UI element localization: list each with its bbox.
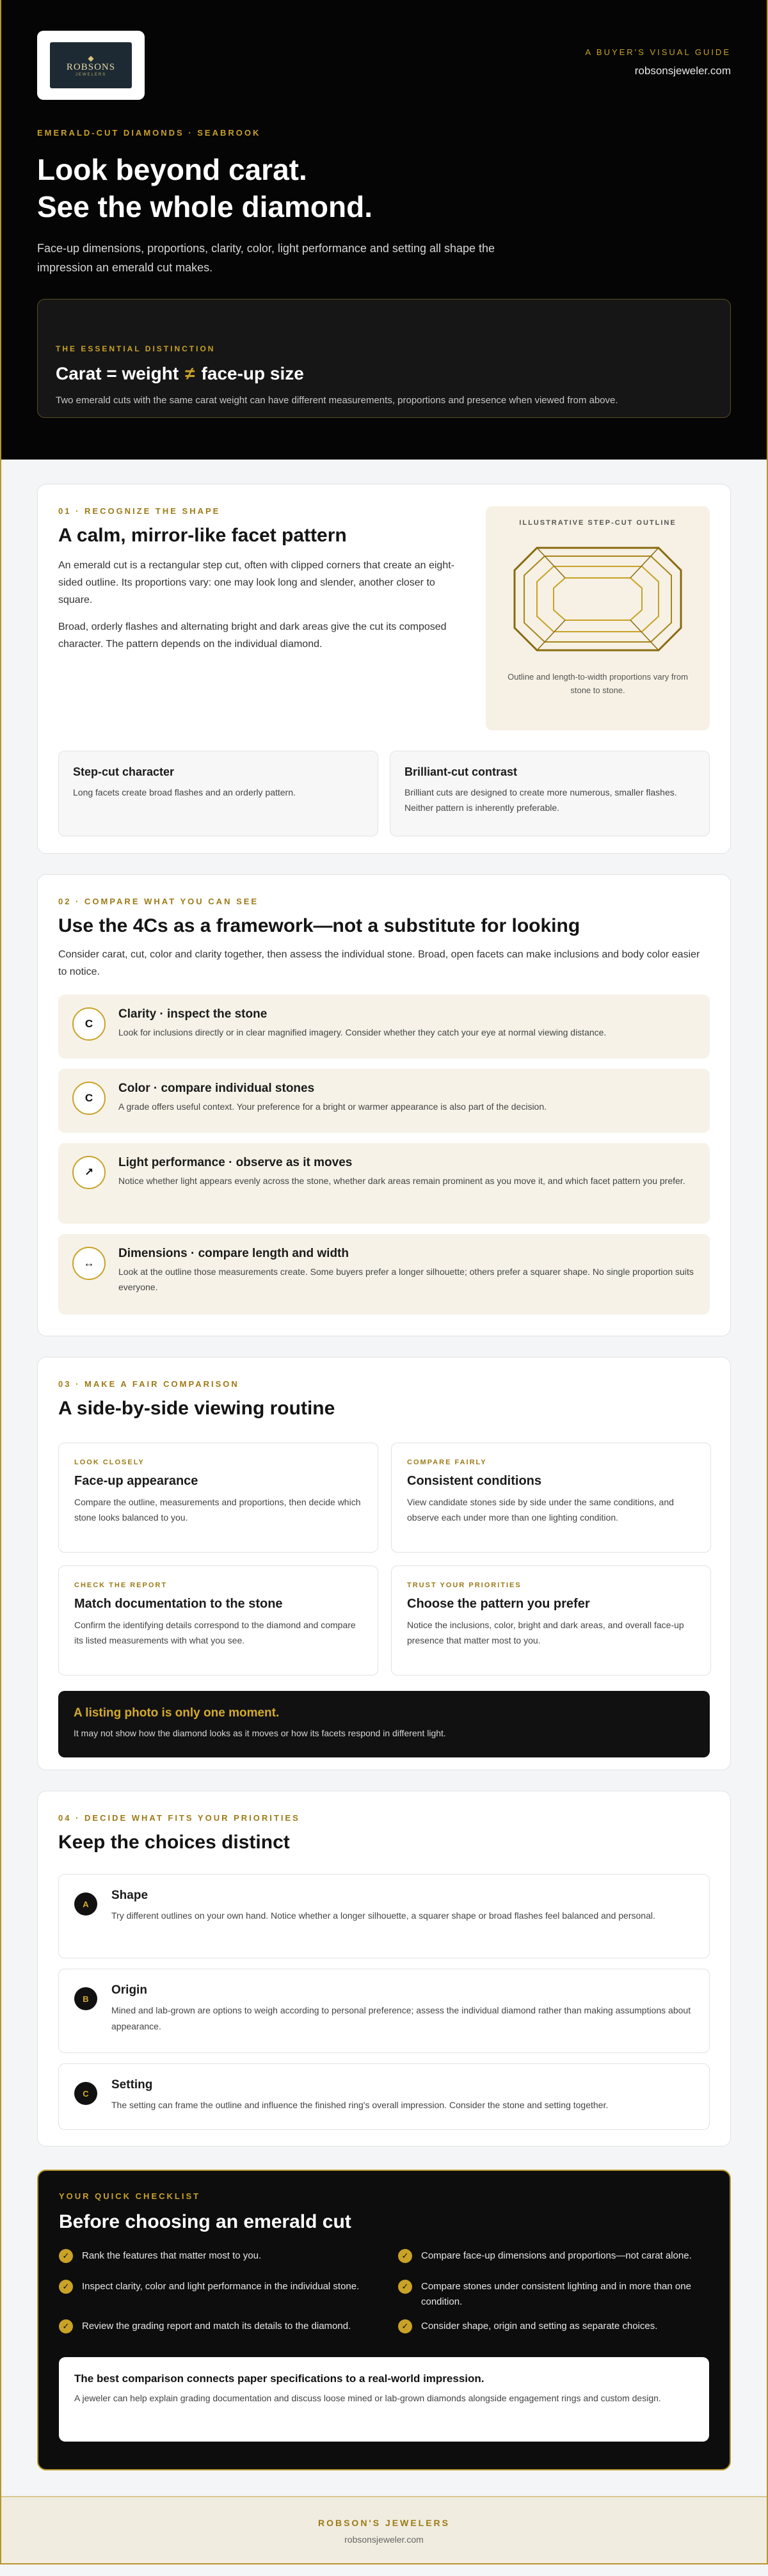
checklist-text: Inspect clarity, color and light performance in the individual stone. <box>82 2281 360 2292</box>
section-priorities <box>37 1791 731 2147</box>
distinction-card <box>37 299 731 418</box>
card-kicker: TRUST YOUR PRIORITIES <box>407 1581 522 1589</box>
checklist-text: Compare stones under consistent lighting and in more than one condition. <box>421 2281 691 2307</box>
hero-top <box>37 31 731 100</box>
s3-title: A side-by-side viewing routine <box>58 1398 335 1419</box>
distinction-eyebrow: THE ESSENTIAL DISTINCTION <box>56 344 216 354</box>
letter-badge: C <box>74 2082 97 2105</box>
footer-brand: ROBSON'S JEWELERS <box>317 2518 451 2528</box>
card-text: View candidate stones side by side under the same conditions, and observe each under more than one lighting condition. <box>407 1497 674 1523</box>
s1-cards <box>58 751 710 836</box>
card-brilliant-cut <box>390 751 710 836</box>
s2-intro: Consider carat, cut, color and clarity together, then assess the individual stone. Broad, open facets can make inclusions and body color easier to notice. <box>58 949 700 978</box>
note-text: It may not show how the diamond looks as it moves or how its facets respond in different light. <box>74 1728 446 1738</box>
checklist-item <box>398 2279 724 2310</box>
priority-shape <box>58 1874 710 1958</box>
card-text: Compare the outline, measurements and proportions, then decide which stone looks balanced to you. <box>74 1497 361 1523</box>
card-text: Long facets create broad flashes and an orderly pattern. <box>73 787 296 797</box>
item-dimensions <box>58 1234 710 1315</box>
guide-kicker: A BUYER'S VISUAL GUIDE <box>585 47 731 57</box>
section-compare-4cs <box>37 874 731 1336</box>
letter-badge: A <box>74 1892 97 1916</box>
hero <box>1 0 767 460</box>
s4-eyebrow: 04 · DECIDE WHAT FITS YOUR PRIORITIES <box>58 1813 300 1823</box>
logo-sub: JEWELERS <box>75 72 107 77</box>
item-text <box>118 1247 696 1302</box>
item-title: Clarity · inspect the stone <box>118 1007 268 1021</box>
title-line-2: See the whole diamond. <box>37 189 372 223</box>
checklist-item <box>59 2279 385 2310</box>
priority-text <box>111 1889 655 1944</box>
four-cs-list <box>58 995 710 1315</box>
card-title: Consistent conditions <box>407 1474 541 1488</box>
item-title: Dimensions · compare length and width <box>118 1247 349 1261</box>
item-color <box>58 1069 710 1133</box>
logo-word: ROBSONS <box>66 61 116 72</box>
priority-title: Shape <box>111 1889 148 1902</box>
item-text <box>118 1082 547 1120</box>
card-kicker: LOOK CLOSELY <box>74 1459 145 1466</box>
card-text: Notice the inclusions, color, bright and dark areas, and overall face-up presence that matter most to you. <box>407 1620 684 1645</box>
distinction-right: face-up size <box>201 364 304 384</box>
checklist-item <box>59 2248 385 2270</box>
clarity-icon: C <box>72 1007 106 1041</box>
priority-title: Origin <box>111 1983 147 1997</box>
s1-eyebrow: 01 · RECOGNIZE THE SHAPE <box>58 506 221 516</box>
checklist-item <box>398 2248 724 2270</box>
card-title: Choose the pattern you prefer <box>407 1597 590 1611</box>
card-text: Brilliant cuts are designed to create more numerous, smaller flashes. Neither pattern is inherently preferable. <box>404 787 677 813</box>
checklist-text: Rank the features that matter most to you. <box>82 2250 262 2261</box>
arrow-left-right-icon: ↔ <box>72 1247 106 1280</box>
item-title: Light performance · observe as it moves <box>118 1156 353 1170</box>
logo-mark <box>50 42 132 88</box>
priority-text <box>111 1983 694 2038</box>
illustration-caption-bottom: Outline and length-to-width proportions vary from stone to stone. <box>508 672 688 695</box>
arrow-up-right-icon: ↗ <box>72 1156 106 1189</box>
step-cut-illustration <box>486 506 710 730</box>
section-recognize-shape <box>37 484 731 854</box>
title-line-1: Look beyond carat. <box>37 153 307 186</box>
priority-origin <box>58 1969 710 2053</box>
priority-body: The setting can frame the outline and influence the finished ring's overall impression. Consider the stone and setting together. <box>111 2100 609 2110</box>
checklist-eyebrow: YOUR QUICK CHECKLIST <box>59 2191 201 2201</box>
checklist-item <box>398 2319 724 2340</box>
s1-paragraph-2: Broad, orderly flashes and alternating bright and dark areas give the cut its composed character. The pattern depends on the individual diamond. <box>58 621 447 650</box>
checklist-text: Consider shape, origin and setting as separate choices. <box>421 2321 658 2332</box>
section-fair-comparison <box>37 1357 731 1770</box>
logo[interactable] <box>37 31 145 100</box>
listing-photo-note <box>58 1691 710 1757</box>
s2-eyebrow: 02 · COMPARE WHAT YOU CAN SEE <box>58 897 259 906</box>
item-body: Notice whether light appears evenly across the stone, whether dark areas remain prominent as you move it, and which facet pattern you prefer. <box>118 1176 685 1187</box>
checklist-text: Review the grading report and match its details to the diamond. <box>82 2321 351 2332</box>
quick-checklist <box>37 2170 731 2470</box>
site-link[interactable]: robsonsjeweler.com <box>634 65 731 77</box>
distinction-heading <box>56 364 712 384</box>
priorities-list <box>58 1874 710 2130</box>
distinction-left: Carat = weight <box>56 364 179 384</box>
callout-text: A jeweler can help explain grading documentation and discuss loose mined or lab-grown diamonds alongside engagement rings and custom design. <box>74 2393 661 2403</box>
priority-body: Mined and lab-grown are options to weigh according to personal preference; assess the individual diamond rather than making assumptions about appearance. <box>111 2005 691 2031</box>
item-title: Color · compare individual stones <box>118 1082 315 1096</box>
emerald-outline-icon <box>511 545 684 653</box>
item-body: Look for inclusions directly or in clear magnified imagery. Consider whether they catch your eye at normal viewing distance. <box>118 1027 607 1038</box>
check-icon: ✓ <box>398 2280 412 2294</box>
s1-top <box>58 506 710 730</box>
checklist-grid <box>59 2248 709 2340</box>
s3-eyebrow: 03 · MAKE A FAIR COMPARISON <box>58 1379 239 1389</box>
priority-body: Try different outlines on your own hand. Notice whether a longer silhouette, a squarer shape or broad flashes feel balanced and personal. <box>111 1910 655 1921</box>
item-text <box>118 1007 606 1046</box>
s1-title: A calm, mirror-like facet pattern <box>58 525 347 546</box>
s1-paragraph-1: An emerald cut is a rectangular step cut, often with clipped corners that create an eight-sided outline. Its proportions vary: one may look long and slender, another closer to square. <box>58 560 454 606</box>
checklist-callout <box>59 2357 709 2442</box>
footer-site-link[interactable]: robsonsjeweler.com <box>344 2534 424 2545</box>
priority-setting <box>58 2063 710 2130</box>
s4-title: Keep the choices distinct <box>58 1832 290 1853</box>
footer <box>1 2496 767 2564</box>
card-title: Step-cut character <box>73 765 175 778</box>
routine-card <box>58 1565 378 1676</box>
check-icon: ✓ <box>398 2319 412 2333</box>
routine-card <box>391 1565 711 1676</box>
item-text <box>118 1156 685 1211</box>
check-icon: ✓ <box>59 2280 73 2294</box>
routine-card <box>391 1443 711 1553</box>
hero-eyebrow: EMERALD-CUT DIAMONDS · SEABROOK <box>37 128 261 138</box>
card-title: Brilliant-cut contrast <box>404 765 518 778</box>
card-kicker: COMPARE FAIRLY <box>407 1459 487 1466</box>
guide-info <box>585 31 731 77</box>
checklist-item <box>59 2319 385 2340</box>
page-title <box>37 152 731 225</box>
card-title: Face-up appearance <box>74 1474 198 1488</box>
card-step-cut <box>58 751 378 836</box>
hero-lead: Face-up dimensions, proportions, clarity, color, light performance and setting all shape the impression an emerald cut makes. <box>37 242 495 274</box>
diamond-icon: ◆ <box>88 53 94 63</box>
not-equal-icon: ≠ <box>185 364 195 384</box>
checklist-text: Compare face-up dimensions and proportions—not carat alone. <box>421 2250 692 2261</box>
check-icon: ✓ <box>59 2319 73 2333</box>
priority-text <box>111 2078 608 2115</box>
letter-badge: B <box>74 1987 97 2010</box>
s1-text <box>58 506 461 730</box>
note-title: A listing photo is only one moment. <box>74 1706 280 1720</box>
illustration-caption-top: ILLUSTRATIVE STEP-CUT OUTLINE <box>519 519 676 527</box>
distinction-text: Two emerald cuts with the same carat weight can have different measurements, proportions and presence when viewed from above. <box>56 395 618 406</box>
s2-title: Use the 4Cs as a framework—not a substitute for looking <box>58 915 580 936</box>
routine-card <box>58 1443 378 1553</box>
routine-grid <box>58 1443 710 1676</box>
item-body: A grade offers useful context. Your preference for a bright or warmer appearance is also part of the decision. <box>118 1101 547 1112</box>
item-body: Look at the outline those measurements create. Some buyers prefer a longer silhouette; others prefer a squarer shape. No single proportion suits everyone. <box>118 1267 694 1293</box>
card-kicker: CHECK THE REPORT <box>74 1581 168 1589</box>
card-text: Confirm the identifying details correspond to the diamond and compare its listed measurements with what you see. <box>74 1620 356 1645</box>
checklist-title: Before choosing an emerald cut <box>59 2211 351 2232</box>
item-clarity <box>58 995 710 1059</box>
color-icon: C <box>72 1082 106 1115</box>
priority-title: Setting <box>111 2078 153 2092</box>
check-icon: ✓ <box>59 2249 73 2263</box>
item-light-performance <box>58 1143 710 1224</box>
check-icon: ✓ <box>398 2249 412 2263</box>
callout-title: The best comparison connects paper specifications to a real-world impression. <box>74 2372 484 2385</box>
card-title: Match documentation to the stone <box>74 1597 283 1611</box>
